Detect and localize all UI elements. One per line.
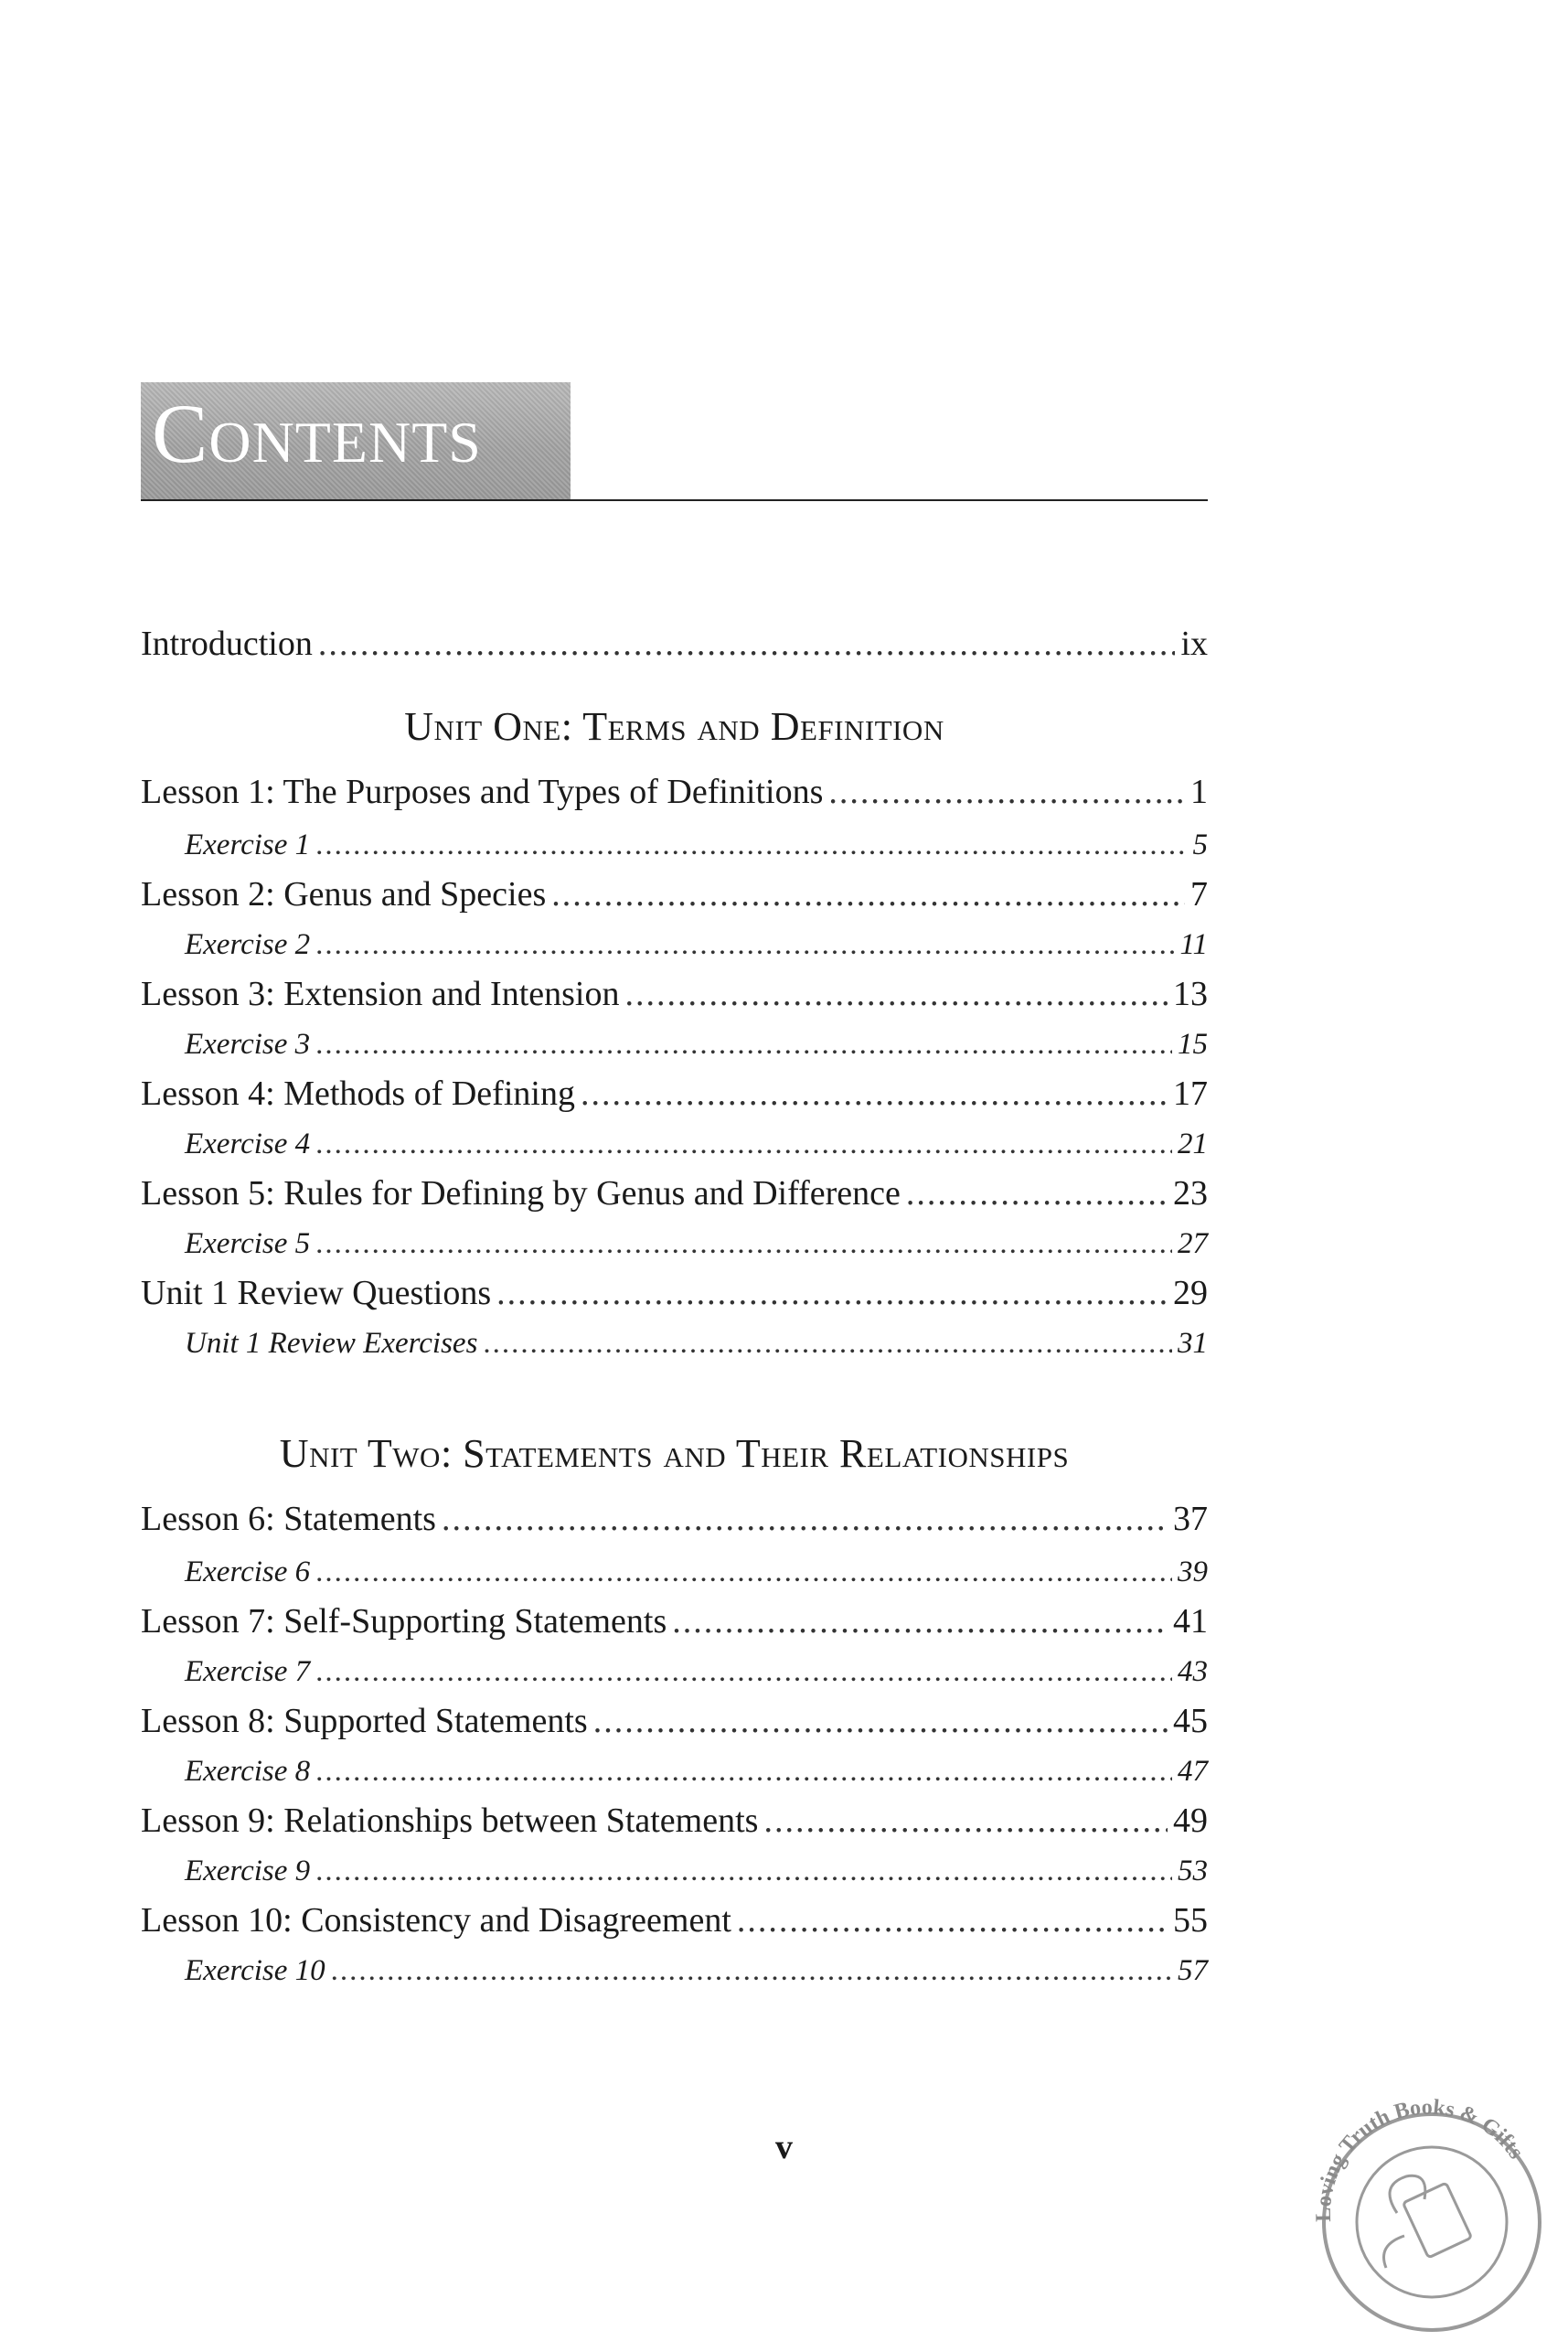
toc-entry-page: 1: [1190, 773, 1208, 811]
toc-entry-title: Unit 1 Review Questions: [141, 1274, 492, 1312]
toc-entry-title: Exercise 8: [185, 1755, 311, 1788]
toc-entry-lesson[interactable]: [141, 1596, 1208, 1648]
toc-entry-title: Introduction: [141, 625, 313, 663]
toc-entry-title: Lesson 9: Relationships between Statements: [141, 1801, 759, 1840]
table-of-contents: [141, 615, 1208, 1994]
dot-leader: [315, 1748, 1172, 1795]
dot-leader: [315, 1847, 1172, 1895]
toc-entry-title: Exercise 7: [185, 1655, 311, 1688]
toc-entry-exercise[interactable]: [141, 1748, 1208, 1795]
dot-leader: [315, 921, 1174, 968]
dot-leader: [906, 1168, 1168, 1220]
toc-entry-lesson[interactable]: [141, 1168, 1208, 1220]
dot-leader: [828, 763, 1185, 821]
toc-entry-page: 53: [1178, 1855, 1208, 1887]
toc-entry-page: 15: [1178, 1028, 1208, 1061]
toc-entry-page: ix: [1180, 625, 1208, 663]
toc-entry-page: 55: [1173, 1901, 1208, 1940]
page-number: v: [775, 2128, 793, 2166]
dot-leader: [581, 1068, 1168, 1120]
dot-leader: [672, 1596, 1168, 1648]
toc-entry-title: Lesson 2: Genus and Species: [141, 875, 547, 914]
dot-leader: [593, 1695, 1168, 1748]
toc-entry-title: Exercise 4: [185, 1128, 311, 1160]
toc-entry-lesson[interactable]: [141, 1695, 1208, 1748]
toc-entry-title: Lesson 10: Consistency and Disagreement: [141, 1901, 731, 1940]
toc-entry-exercise[interactable]: [141, 1947, 1208, 1994]
toc-entry-exercise[interactable]: [141, 1320, 1208, 1367]
toc-entry-title: Unit 1 Review Exercises: [185, 1327, 478, 1360]
unit-one-heading: Unit One: Terms and Definition: [404, 704, 944, 749]
toc-entry-page: 5: [1192, 828, 1208, 861]
dot-leader: [763, 1795, 1168, 1847]
toc-entry-page: 29: [1173, 1274, 1208, 1312]
toc-entry-exercise[interactable]: [141, 821, 1208, 869]
toc-entry-page: 39: [1178, 1555, 1208, 1588]
toc-entry-title: Exercise 1: [185, 828, 311, 861]
toc-entry-title: Lesson 3: Extension and Intension: [141, 975, 620, 1013]
toc-entry-title: Exercise 6: [185, 1555, 311, 1588]
dot-leader: [551, 869, 1185, 921]
toc-entry-page: 37: [1173, 1500, 1208, 1538]
dot-leader: [315, 1548, 1172, 1596]
toc-entry-title: Exercise 3: [185, 1028, 311, 1061]
bookseller-seal: [1296, 2076, 1562, 2341]
toc-entry-title: Lesson 6: Statements: [141, 1500, 436, 1538]
toc-entry-page: 43: [1178, 1655, 1208, 1688]
unit-one-entries: [141, 763, 1208, 1367]
contents-heading: Contents: [152, 387, 482, 480]
toc-entry-page: 47: [1178, 1755, 1208, 1788]
toc-entry-page: 13: [1173, 975, 1208, 1013]
toc-entry-title: Lesson 7: Self-Supporting Statements: [141, 1602, 667, 1641]
toc-entry-page: 23: [1173, 1174, 1208, 1213]
contents-heading-box: [141, 382, 571, 499]
toc-entry-exercise[interactable]: [141, 1648, 1208, 1695]
toc-entry-page: 27: [1178, 1227, 1208, 1260]
toc-entry-exercise[interactable]: [141, 1021, 1208, 1068]
toc-entry-lesson[interactable]: [141, 1895, 1208, 1947]
unit-two-heading: Unit Two: Statements and Their Relationships: [279, 1431, 1070, 1476]
toc-entry-title: Exercise 5: [185, 1227, 311, 1260]
toc-entry-title: Exercise 2: [185, 928, 311, 961]
toc-entry-exercise[interactable]: [141, 1847, 1208, 1895]
toc-entry-page: 41: [1173, 1602, 1208, 1641]
toc-entry-page: 31: [1178, 1327, 1208, 1360]
svg-text:Loving Truth Books & Gifts: Loving Truth Books & Gifts: [1311, 2095, 1529, 2222]
dot-leader: [315, 1021, 1172, 1068]
toc-entry-introduction[interactable]: [141, 615, 1208, 673]
dot-leader: [496, 1267, 1168, 1320]
toc-entry-lesson[interactable]: [141, 763, 1208, 821]
toc-entry-page: 57: [1178, 1954, 1208, 1987]
toc-entry-lesson[interactable]: [141, 1795, 1208, 1847]
toc-entry-lesson[interactable]: [141, 968, 1208, 1021]
dot-leader: [331, 1947, 1172, 1994]
dot-leader: [315, 821, 1187, 869]
toc-entry-page: 45: [1173, 1702, 1208, 1740]
toc-entry-exercise[interactable]: [141, 1548, 1208, 1596]
toc-entry-title: Lesson 5: Rules for Defining by Genus and Difference: [141, 1174, 901, 1213]
dot-leader: [315, 1648, 1172, 1695]
dot-leader: [737, 1895, 1168, 1947]
heading-rule: [141, 499, 1208, 501]
dot-leader: [624, 968, 1168, 1021]
toc-entry-title: Lesson 4: Methods of Defining: [141, 1074, 575, 1113]
toc-entry-exercise[interactable]: [141, 1120, 1208, 1168]
toc-entry-title: Exercise 10: [185, 1954, 325, 1987]
toc-entry-lesson[interactable]: [141, 869, 1208, 921]
toc-entry-lesson[interactable]: [141, 1068, 1208, 1120]
toc-entry-exercise[interactable]: [141, 921, 1208, 968]
toc-entry-title: Lesson 8: Supported Statements: [141, 1702, 588, 1740]
dot-leader: [315, 1220, 1172, 1267]
toc-entry-page: 49: [1173, 1801, 1208, 1840]
toc-entry-exercise[interactable]: [141, 1220, 1208, 1267]
toc-entry-page: 11: [1179, 928, 1208, 961]
dot-leader: [483, 1320, 1172, 1367]
dot-leader: [442, 1490, 1168, 1548]
toc-entry-page: 21: [1178, 1128, 1208, 1160]
toc-entry-title: Lesson 1: The Purposes and Types of Definitions: [141, 773, 824, 811]
dot-leader: [315, 1120, 1172, 1168]
toc-entry-page: 17: [1173, 1074, 1208, 1113]
toc-entry-page: 7: [1190, 875, 1208, 914]
dot-leader: [318, 615, 1176, 673]
toc-entry-lesson[interactable]: [141, 1267, 1208, 1320]
unit-two-entries: [141, 1490, 1208, 1994]
toc-entry-title: Exercise 9: [185, 1855, 311, 1887]
toc-entry-lesson[interactable]: [141, 1490, 1208, 1548]
